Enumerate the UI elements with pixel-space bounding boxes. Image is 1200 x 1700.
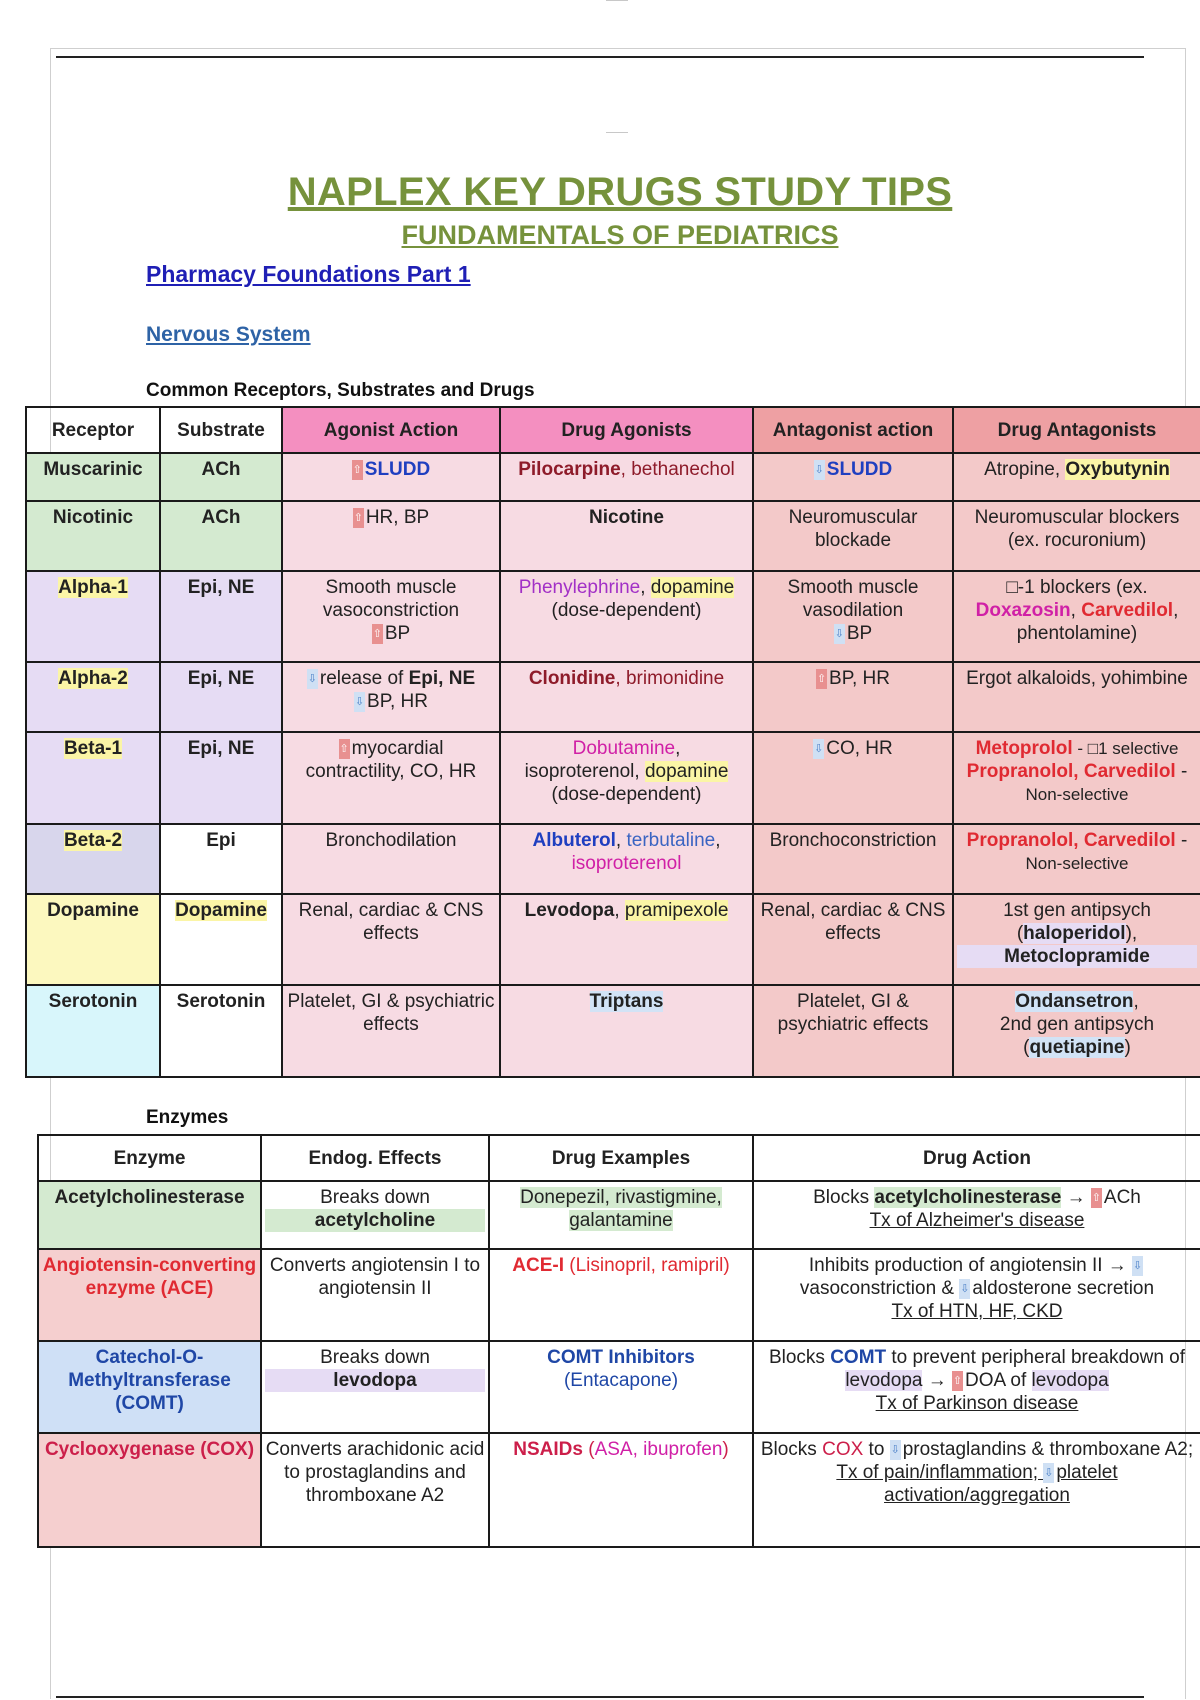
receptors-table (25, 406, 1200, 1078)
agonist-action-cell: Smooth muscle vasoconstriction ⇧ BP (282, 571, 500, 662)
drug-antagonists-cell: Neuromuscular blockers (ex. rocuronium) (953, 501, 1200, 571)
drug-antagonists-cell: Ondansetron, 2nd gen antipsych (quetiapine) (953, 985, 1200, 1077)
col-header-antagonist-action: Antagonist action (753, 407, 953, 453)
table-row (26, 501, 1200, 571)
enzymes-table (37, 1134, 1200, 1548)
receptor-cell: Alpha-1 (26, 571, 160, 662)
enzyme-cell: Catechol-O-Methyltransferase (COMT) (38, 1341, 261, 1433)
drug-agonists-cell: Pilocarpine, bethanechol (500, 453, 753, 501)
arrow-up-icon: ⇧ (952, 1371, 963, 1391)
endog-effect-cell: Converts angiotensin I to angiotensin II (261, 1249, 489, 1341)
receptor-cell: Nicotinic (26, 501, 160, 571)
receptor-cell: Serotonin (26, 985, 160, 1077)
agonist-action-cell: Platelet, GI & psychiatric effects (282, 985, 500, 1077)
drug-action-cell: Inhibits production of angiotensin II → ⇩ vasoconstriction & ⇩ aldosterone secretion Tx of HTN, HF, CKD (753, 1249, 1200, 1341)
drug-antagonists-cell: Propranolol, Carvedilol - Non-selective (953, 824, 1200, 894)
drug-antagonists-cell: Metoprolol - □1 selective Propranolol, Carvedilol - Non-selective (953, 732, 1200, 824)
antagonist-action-cell: Renal, cardiac & CNS effects (753, 894, 953, 985)
receptor-cell: Dopamine (26, 894, 160, 985)
arrow-up-icon: ⇧ (353, 508, 364, 528)
substrate-cell: Epi, NE (160, 571, 282, 662)
drug-antagonists-cell: 1st gen antipsych (haloperidol), Metoclopramide (953, 894, 1200, 985)
drug-agonists-cell: Nicotine (500, 501, 753, 571)
col-header-substrate: Substrate (160, 407, 282, 453)
col-header-drug-examples: Drug Examples (489, 1135, 753, 1181)
agonist-action-cell: ⇧ SLUDD (282, 453, 500, 501)
footer-rule (56, 1696, 1144, 1698)
arrow-down-icon: ⇩ (959, 1279, 970, 1299)
table-row (38, 1249, 1200, 1341)
antagonist-action-cell: Bronchoconstriction (753, 824, 953, 894)
page-top-mark (606, 0, 628, 1)
drug-antagonists-cell: Atropine, Oxybutynin (953, 453, 1200, 501)
substrate-cell: Epi, NE (160, 662, 282, 732)
arrow-down-icon: ⇩ (1043, 1463, 1054, 1483)
agonist-action-cell: Renal, cardiac & CNS effects (282, 894, 500, 985)
drug-action-cell: Blocks COMT to prevent peripheral breakdown of levodopa → ⇧ DOA of levodopa Tx of Parkinson disease (753, 1341, 1200, 1433)
drug-antagonists-cell: □-1 blockers (ex. Doxazosin, Carvedilol, phentolamine) (953, 571, 1200, 662)
enzyme-cell: Acetylcholinesterase (38, 1181, 261, 1249)
substrate-cell: Dopamine (160, 894, 282, 985)
receptor-cell: Beta-1 (26, 732, 160, 824)
drug-examples-cell: COMT Inhibitors (Entacapone) (489, 1341, 753, 1433)
agonist-action-cell: ⇧ HR, BP (282, 501, 500, 571)
arrow-down-icon: ⇩ (813, 739, 824, 759)
antagonist-action-cell: ⇩ SLUDD (753, 453, 953, 501)
drug-agonists-cell: Triptans (500, 985, 753, 1077)
arrow-down-icon: ⇩ (354, 692, 365, 712)
substrate-cell: Serotonin (160, 985, 282, 1077)
table-row (26, 453, 1200, 501)
receptor-cell: Alpha-2 (26, 662, 160, 732)
arrow-up-icon: ⇧ (1091, 1188, 1102, 1208)
arrow-down-icon: ⇩ (834, 624, 845, 644)
receptor-cell: Beta-2 (26, 824, 160, 894)
table-row (26, 732, 1200, 824)
arrow-down-icon: ⇩ (890, 1440, 901, 1460)
drug-examples-cell: ACE-I (Lisinopril, ramipril) (489, 1249, 753, 1341)
table-row (38, 1341, 1200, 1433)
col-header-drug-agonists: Drug Agonists (500, 407, 753, 453)
arrow-up-icon: ⇧ (816, 669, 827, 689)
page-mark (606, 132, 628, 133)
enzyme-cell: Angiotensin-converting enzyme (ACE) (38, 1249, 261, 1341)
table-row (38, 1181, 1200, 1249)
drug-agonists-cell: Dobutamine, isoproterenol, dopamine (dose-dependent) (500, 732, 753, 824)
col-header-enzyme: Enzyme (38, 1135, 261, 1181)
table-row (26, 985, 1200, 1077)
col-header-receptor: Receptor (26, 407, 160, 453)
endog-effect-cell: Breaks down acetylcholine (261, 1181, 489, 1249)
arrow-up-icon: ⇧ (339, 739, 350, 759)
drug-agonists-cell: Levodopa, pramipexole (500, 894, 753, 985)
arrow-down-icon: ⇩ (814, 460, 825, 480)
drug-agonists-cell: Phenylephrine, dopamine (dose-dependent) (500, 571, 753, 662)
header-rule (56, 56, 1144, 58)
endog-effect-cell: Converts arachidonic acid to prostaglandins and thromboxane A2 (261, 1433, 489, 1547)
table-row (26, 662, 1200, 732)
drug-antagonists-cell: Ergot alkaloids, yohimbine (953, 662, 1200, 732)
table-row (26, 571, 1200, 662)
antagonist-action-cell: Platelet, GI & psychiatric effects (753, 985, 953, 1077)
arrow-up-icon: ⇧ (372, 624, 383, 644)
col-header-agonist-action: Agonist Action (282, 407, 500, 453)
col-header-drug-antagonists: Drug Antagonists (953, 407, 1200, 453)
agonist-action-cell: ⇩ release of Epi, NE ⇩ BP, HR (282, 662, 500, 732)
drug-agonists-cell: Albuterol, terbutaline, isoproterenol (500, 824, 753, 894)
drug-examples-cell: Donepezil, rivastigmine, galantamine (489, 1181, 753, 1249)
page-subtitle: FUNDAMENTALS OF PEDIATRICS (401, 220, 839, 250)
table-row (38, 1433, 1200, 1547)
part-link[interactable]: Pharmacy Foundations Part 1 (146, 261, 471, 287)
antagonist-action-cell: ⇩ CO, HR (753, 732, 953, 824)
page-title: NAPLEX KEY DRUGS STUDY TIPS (287, 170, 953, 214)
antagonist-action-cell: Neuromuscular blockade (753, 501, 953, 571)
col-header-endog-effects: Endog. Effects (261, 1135, 489, 1181)
substrate-cell: ACh (160, 501, 282, 571)
antagonist-action-cell: ⇧ BP, HR (753, 662, 953, 732)
enzymes-caption: Enzymes (146, 1107, 229, 1128)
substrate-cell: ACh (160, 453, 282, 501)
arrow-down-icon: ⇩ (1132, 1256, 1143, 1276)
drug-action-cell: Blocks COX to ⇩ prostaglandins & thromboxane A2; Tx of pain/inflammation; ⇩ platelet activation/aggregation (753, 1433, 1200, 1547)
arrow-up-icon: ⇧ (352, 460, 363, 480)
col-header-drug-action: Drug Action (753, 1135, 1200, 1181)
section-link[interactable]: Nervous System (146, 323, 311, 346)
agonist-action-cell: ⇧ myocardial contractility, CO, HR (282, 732, 500, 824)
antagonist-action-cell: Smooth muscle vasodilation ⇩ BP (753, 571, 953, 662)
drug-examples-cell: NSAIDs (ASA, ibuprofen) (489, 1433, 753, 1547)
substrate-cell: Epi, NE (160, 732, 282, 824)
substrate-cell: Epi (160, 824, 282, 894)
agonist-action-cell: Bronchodilation (282, 824, 500, 894)
table-row (26, 894, 1200, 985)
arrow-down-icon: ⇩ (307, 669, 318, 689)
drug-agonists-cell: Clonidine, brimonidine (500, 662, 753, 732)
receptors-header-row (26, 407, 1200, 453)
receptors-caption: Common Receptors, Substrates and Drugs (146, 380, 535, 401)
endog-effect-cell: Breaks down levodopa (261, 1341, 489, 1433)
drug-action-cell: Blocks acetylcholinesterase → ⇧ ACh Tx of Alzheimer's disease (753, 1181, 1200, 1249)
receptor-cell: Muscarinic (26, 453, 160, 501)
enzymes-header-row (38, 1135, 1200, 1181)
enzyme-cell: Cyclooxygenase (COX) (38, 1433, 261, 1547)
table-row (26, 824, 1200, 894)
